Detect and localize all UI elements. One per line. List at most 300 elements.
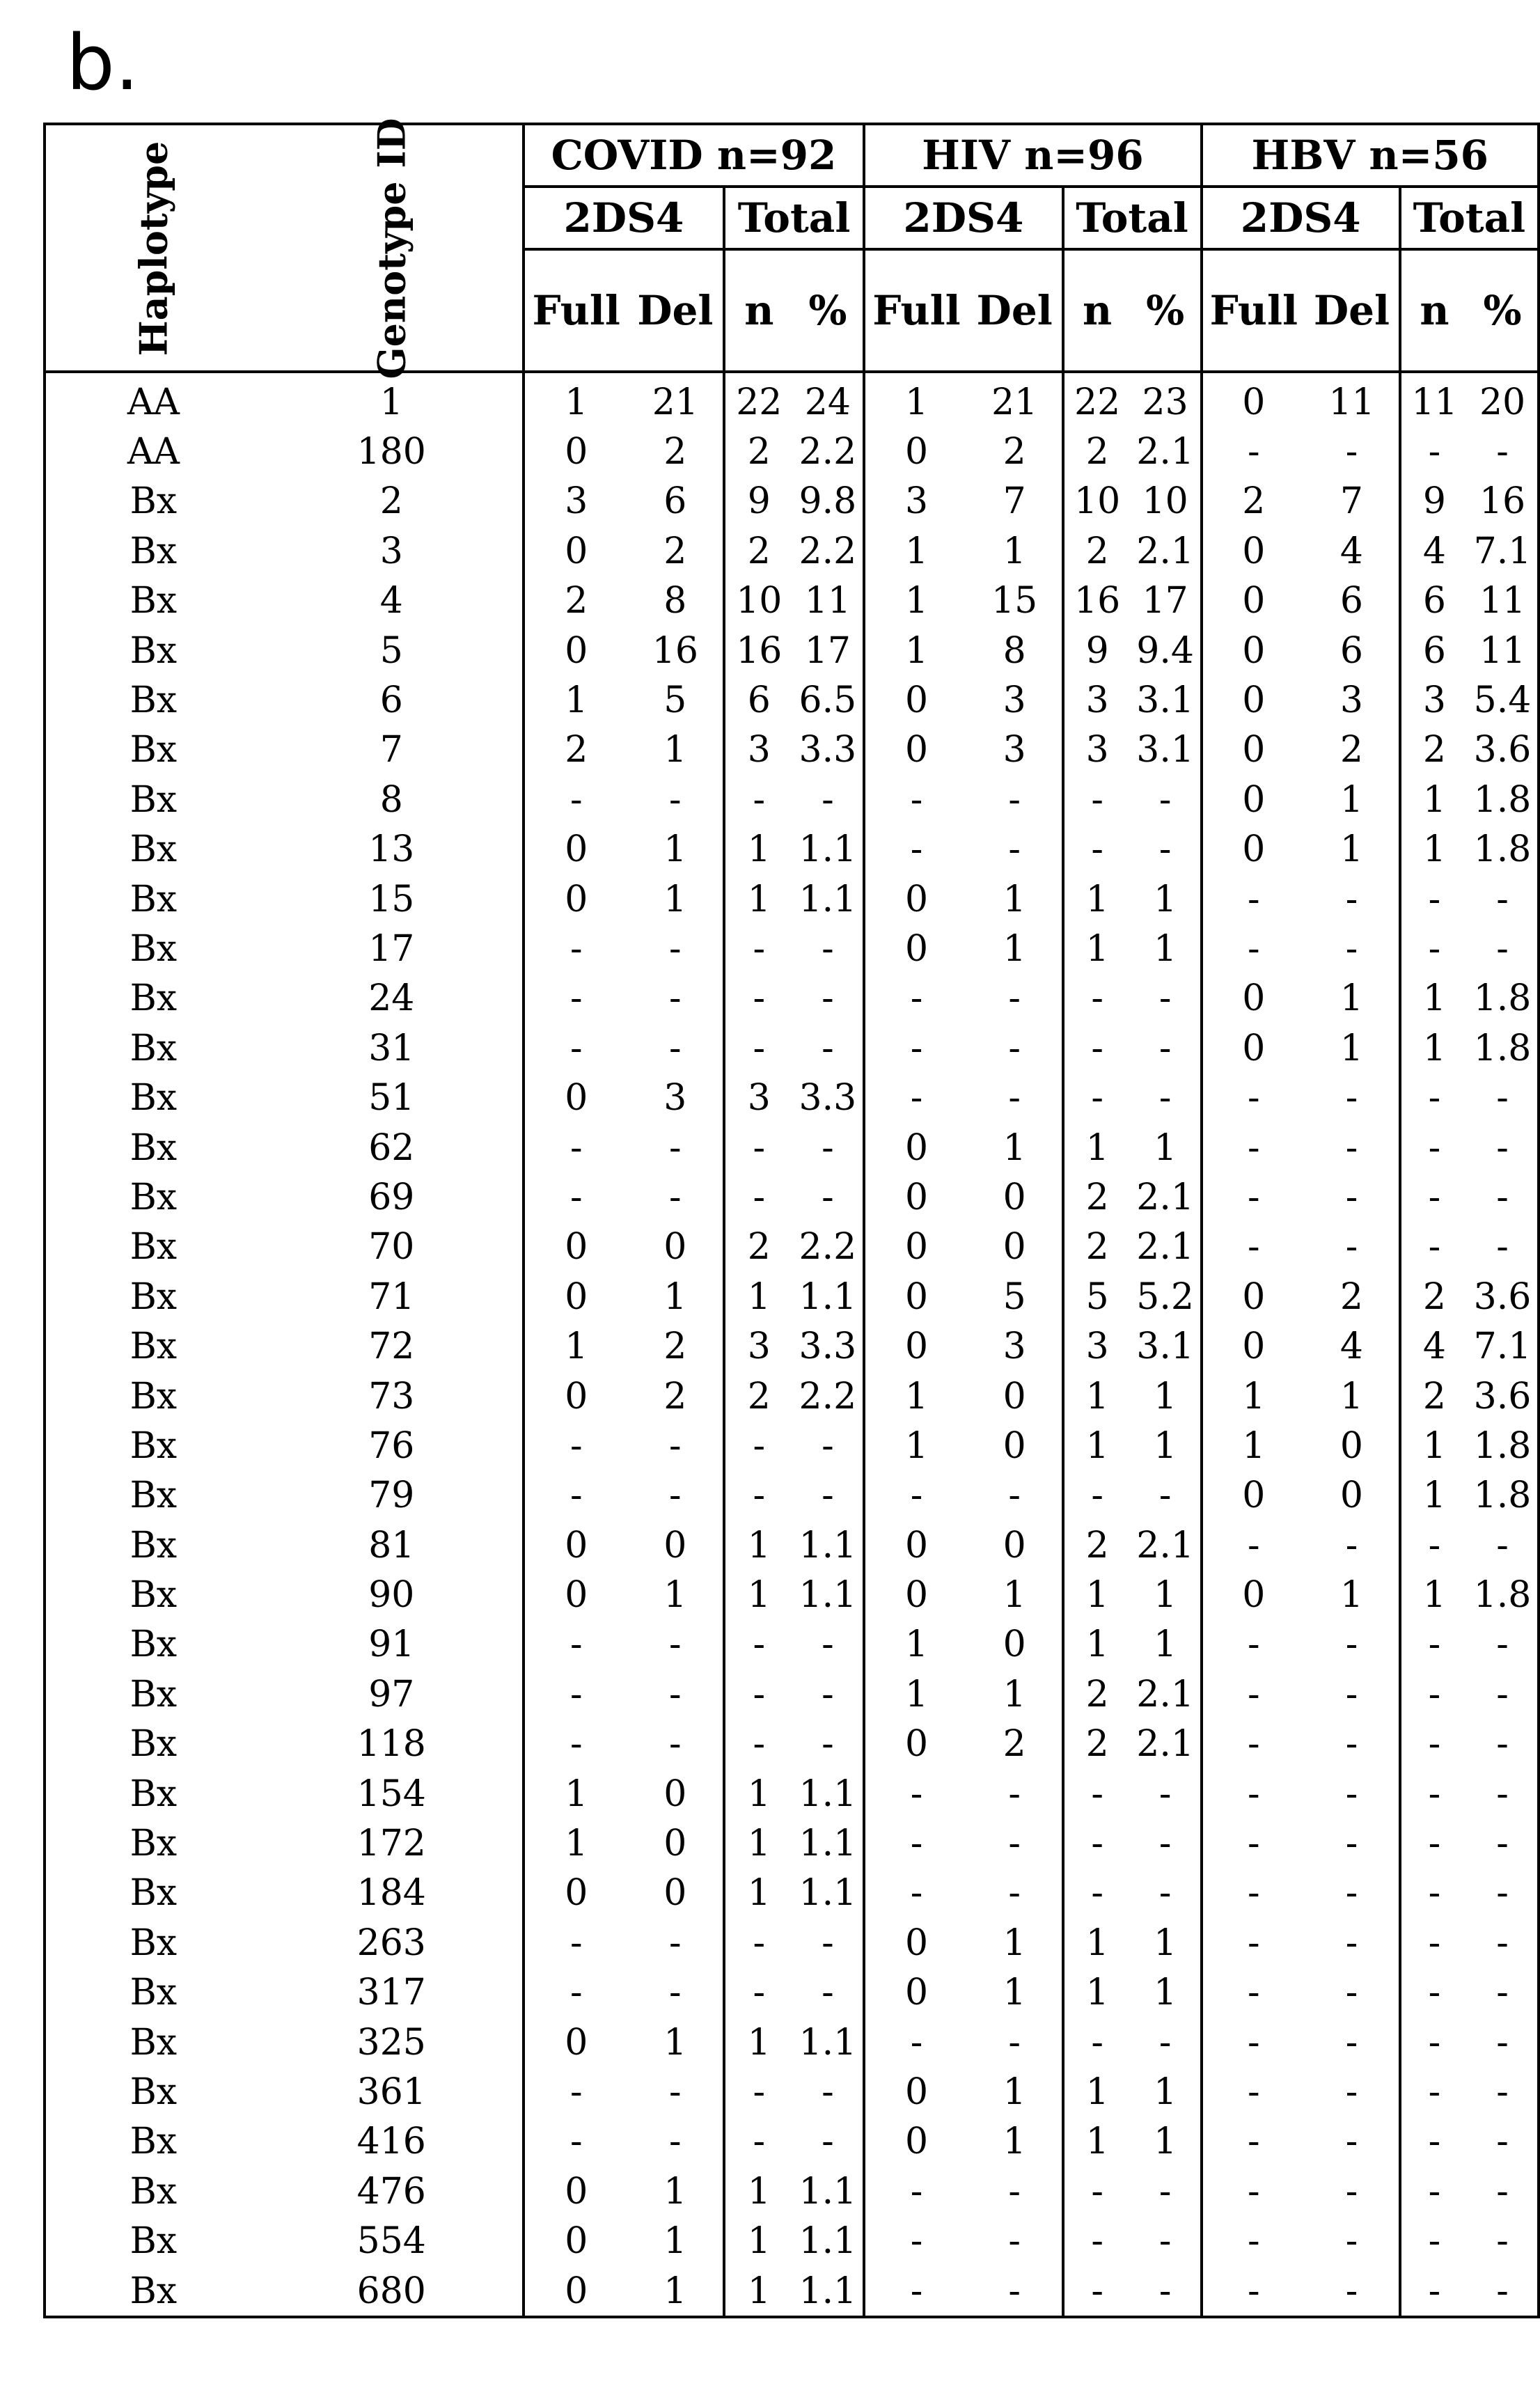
table-cell: 1.1 [799,2220,857,2263]
haplotype-cell: Bx [129,1972,178,2014]
table-cell: - [822,1624,834,1666]
table-cell: 1 [864,1421,968,1470]
table-row [45,924,1539,973]
table-cell: 1 [1339,828,1364,871]
table-cell: 1 [663,729,687,771]
table-cell: 1 [864,372,968,427]
haplotype-cell: Bx [129,2071,178,2113]
table-cell: - [1345,1922,1358,1964]
table-cell: - [864,1769,968,1819]
haplotype-cell: Bx [129,1723,178,1766]
table-cell: 1 [1003,927,1026,970]
genotype-id-cell: 7 [379,729,403,771]
table-row [45,2167,1539,2216]
table-cell: 5 [1003,1275,1026,1318]
table-cell: 0 [1003,1226,1026,1268]
table-cell: - [524,1471,628,1521]
table-cell: 0 [864,1918,968,1967]
table-cell: - [1400,1968,1468,2018]
table-cell: - [1158,2021,1172,2064]
table-cell: 1 [1063,2117,1131,2167]
haplotype-cell: Bx [129,1326,178,1368]
table-cell: - [1496,431,1509,473]
table-cell: 1 [524,675,628,725]
table-cell: - [822,2121,834,2163]
table-cell: 0 [524,874,628,924]
table-cell: - [1345,2170,1358,2213]
col-header-percent: % [1131,249,1202,372]
table-row [45,1720,1539,1769]
table-cell: - [1202,1819,1305,1868]
table-cell: 2 [1202,477,1305,526]
genotype-id-cell: 416 [356,2121,426,2163]
table-cell: - [669,1027,682,1069]
table-cell: - [1345,2220,1358,2263]
table-cell: 1 [1063,2067,1131,2116]
table-cell: - [1158,2220,1172,2263]
table-cell: - [1345,1823,1358,1865]
table-cell: 0 [864,1272,968,1321]
table-cell: 3 [1003,729,1026,771]
table-cell: 0 [663,1226,687,1268]
table-cell: - [1400,1073,1468,1122]
table-cell: 0 [1202,1272,1305,1321]
table-cell: 1 [1400,974,1468,1023]
table-cell: - [1400,2117,1468,2167]
table-cell: 3 [724,725,793,775]
table-cell: 3.3 [799,1326,857,1368]
table-row [45,775,1539,824]
table-cell: - [1345,1673,1358,1715]
table-cell: - [822,1475,834,1517]
table-row [45,1670,1539,1719]
table-cell: 1 [1400,1023,1468,1073]
table-cell: - [669,778,682,821]
table-cell: 1 [724,2018,793,2067]
haplotype-cell: Bx [129,1673,178,1715]
table-cell: - [1008,2220,1021,2263]
table-cell: 0 [1202,1471,1305,1521]
subheader-2ds4: 2DS4 [1202,187,1400,249]
haplotype-cell: AA [127,381,180,423]
table-cell: - [724,1968,793,2018]
table-row [45,1223,1539,1272]
table-cell: 3 [524,477,628,526]
table-cell: - [1063,1023,1131,1073]
genotype-id-cell: 97 [368,1673,415,1715]
haplotype-cell: Bx [129,1077,178,1120]
table-cell: 1 [724,2167,793,2216]
table-cell: - [1202,2067,1305,2116]
table-cell: 3.1 [1136,680,1194,722]
genotype-id-cell: 2 [379,480,403,523]
table-cell: - [1063,1471,1131,1521]
table-cell: - [669,1126,682,1169]
table-cell: 22 [1063,372,1131,427]
table-cell: - [1400,1720,1468,1769]
table-cell: 0 [524,526,628,576]
table-cell: 0 [864,1321,968,1371]
table-cell: 5.4 [1473,680,1532,722]
table-cell: 1.1 [799,1574,857,1617]
table-cell: 3 [724,1073,793,1122]
haplotype-cell: Bx [129,480,178,523]
table-cell: - [1063,2266,1131,2317]
table-cell: 3.1 [1136,1326,1194,1368]
haplotype-cell: Bx [129,629,178,672]
table-cell: 0 [663,1872,687,1915]
table-cell: 1 [1154,1375,1177,1417]
genotype-id-cell: 184 [356,1872,426,1915]
table-cell: 6.5 [799,680,857,722]
table-cell: 3 [1063,725,1131,775]
table-cell: - [1202,924,1305,973]
table-cell: - [1496,2220,1509,2263]
table-cell: - [1202,2216,1305,2265]
table-cell: - [1345,1176,1358,1218]
table-cell: 0 [663,1524,687,1566]
table-cell: - [1158,977,1172,1020]
table-cell: 1 [663,1275,687,1318]
haplotype-cell: Bx [129,1375,178,1417]
table-cell: 7 [1339,480,1364,523]
table-row [45,427,1539,476]
table-cell: - [822,1126,834,1169]
table-cell: 1 [864,1670,968,1719]
table-header [45,118,1539,379]
table-cell: 0 [864,1570,968,1619]
col-header-del: Del [628,249,724,372]
table-cell: - [669,1673,682,1715]
group-header-hbv: HBV n=56 [1202,124,1539,187]
haplotype-cell: Bx [129,2121,178,2163]
col-header-del: Del [1305,249,1400,372]
haplotype-cell: AA [127,431,180,473]
genotype-id-cell: 15 [368,878,415,920]
table-cell: 8 [663,580,687,622]
col-header-percent: % [1468,249,1539,372]
table-row [45,1521,1539,1570]
table-cell: - [1158,778,1172,821]
table-cell: 2 [724,1372,793,1421]
table-cell: 0 [1202,1570,1305,1619]
table-cell: 1 [724,2216,793,2265]
table-cell: - [864,2216,968,2265]
table-cell: - [1496,1922,1509,1964]
table-cell: - [1400,1123,1468,1172]
table-cell: 1.1 [799,2021,857,2064]
genotype-id-cell: 72 [368,1326,415,1368]
table-cell: 2.2 [799,1226,857,1268]
haplotype-cell: Bx [129,778,178,821]
table-cell: - [1345,1624,1358,1666]
genotype-id-cell: 79 [368,1475,415,1517]
table-cell: 1 [1339,1375,1364,1417]
table-cell: 1 [724,874,793,924]
table-cell: 0 [864,1223,968,1272]
table-cell: 10 [1142,480,1188,523]
table-cell: 3.1 [1136,729,1194,771]
table-cell: - [822,778,834,821]
table-cell: - [1202,2167,1305,2216]
table-cell: - [1158,1773,1172,1815]
table-cell: 2 [1063,1521,1131,1570]
table-cell: 0 [1202,1023,1305,1073]
table-cell: 3.6 [1473,729,1532,771]
table-cell: - [1345,878,1358,920]
table-cell: - [1400,1670,1468,1719]
table-cell: - [524,775,628,824]
col-header-full: Full [1202,249,1305,372]
subheader-total: Total [724,187,864,249]
subheader-total: Total [1400,187,1539,249]
table-cell: 0 [1202,974,1305,1023]
table-cell: 11 [1479,580,1526,622]
table-cell: 0 [1003,1176,1026,1218]
table-cell: 0 [524,2018,628,2067]
table-cell: 1 [1003,878,1026,920]
haplotype-genotype-table [43,118,1540,2318]
table-cell: - [1158,828,1172,871]
table-cell: 9 [724,477,793,526]
table-row [45,1272,1539,1321]
table-cell: 1 [1202,1421,1305,1470]
table-cell: - [724,1670,793,1719]
haplotype-cell: Bx [129,1275,178,1318]
table-cell: - [724,924,793,973]
table-cell: 1.8 [1473,1027,1532,1069]
subheader-2ds4: 2DS4 [524,187,724,249]
table-cell: 1 [1154,2071,1177,2113]
table-cell: - [1202,1073,1305,1122]
table-cell: 3 [724,1321,793,1371]
table-cell: 4 [1400,526,1468,576]
table-cell: 1 [1154,1424,1177,1467]
table-cell: - [1400,1223,1468,1272]
table-cell: 1 [1063,874,1131,924]
table-cell: 1 [1154,1972,1177,2014]
col-header-full: Full [864,249,968,372]
table-cell: - [1202,2018,1305,2067]
table-cell: 1 [524,1769,628,1819]
table-cell: - [1345,2270,1358,2312]
table-cell: 1 [1154,1574,1177,1617]
table-cell: 0 [1003,1375,1026,1417]
table-cell: - [1063,1769,1131,1819]
table-cell: 1 [1063,1570,1131,1619]
table-cell: 20 [1479,381,1526,423]
table-cell: 3 [663,1077,687,1120]
col-header-del: Del [968,249,1063,372]
table-cell: - [1496,1624,1509,1666]
table-cell: - [1008,2270,1021,2312]
table-cell: 5 [1063,1272,1131,1321]
table-cell: 1 [1154,878,1177,920]
genotype-id-cell: 680 [356,2270,426,2312]
table-cell: 1 [663,878,687,920]
table-cell: 0 [524,1570,628,1619]
table-cell: - [524,1670,628,1719]
table-cell: 0 [524,427,628,476]
haplotype-cell: Bx [129,1226,178,1268]
table-cell: 0 [1003,1524,1026,1566]
table-cell: - [1008,1027,1021,1069]
group-header-hiv: HIV n=96 [864,124,1201,187]
table-cell: 4 [1400,1321,1468,1371]
table-cell: 2 [1063,526,1131,576]
table-cell: 0 [524,2216,628,2265]
table-cell: 1 [1400,1421,1468,1470]
table-cell: 1.8 [1473,828,1532,871]
table-cell: 1 [1063,1968,1131,2018]
table-cell: 1.1 [799,2170,857,2213]
table-cell: - [1400,924,1468,973]
col-header-n: n [724,249,793,372]
genotype-id-cell: 5 [379,629,403,672]
table-cell: 2 [1063,1223,1131,1272]
table-cell: 2.1 [1136,1226,1194,1268]
col-header-n: n [1063,249,1131,372]
table-cell: 1 [1154,1922,1177,1964]
table-cell: - [724,2067,793,2116]
table-cell: 1 [1400,825,1468,874]
table-cell: 2 [724,1223,793,1272]
table-cell: 10 [724,576,793,626]
table-row [45,2266,1539,2317]
table-row [45,2067,1539,2116]
table-cell: - [669,2121,682,2163]
table-cell: 1 [1400,1471,1468,1521]
table-cell: 9.8 [799,480,857,523]
haplotype-cell: Bx [129,1126,178,1169]
table-cell: 1.8 [1473,1475,1532,1517]
table-cell: 0 [864,2117,968,2167]
table-cell: 0 [864,675,968,725]
table-cell: - [524,2067,628,2116]
table-row [45,2216,1539,2265]
haplotype-cell: Bx [129,1922,178,1964]
table-cell: - [1063,1869,1131,1918]
table-cell: 0 [1202,725,1305,775]
genotype-id-cell: 361 [356,2071,426,2113]
table-cell: 1.8 [1473,778,1532,821]
group-header-covid: COVID n=92 [524,124,864,187]
table-cell: 6 [1339,580,1364,622]
genotype-id-cell: 154 [356,1773,426,1815]
table-cell: - [1008,1773,1021,1815]
haplotype-cell: Bx [129,2270,178,2312]
table-cell: - [1063,974,1131,1023]
table-cell: 9.4 [1136,629,1194,672]
genotype-id-cell: 317 [356,1972,426,2014]
table-cell: 1 [1003,1922,1026,1964]
table-cell: - [864,974,968,1023]
subheader-total: Total [1063,187,1202,249]
table-cell: 1 [1400,1570,1468,1619]
table-cell: 2 [1003,431,1026,473]
table-cell: - [1063,775,1131,824]
genotype-id-cell: 71 [368,1275,415,1318]
table-cell: 1 [1003,2071,1026,2113]
table-cell: 0 [1202,372,1305,427]
table-cell: - [1400,2216,1468,2265]
table-cell: 1 [864,626,968,675]
table-cell: 1 [524,1321,628,1371]
table-cell: 16 [652,629,698,672]
table-cell: 3.6 [1473,1275,1532,1318]
table-cell: 1 [1339,977,1364,1020]
table-cell: 0 [524,825,628,874]
table-cell: - [524,1720,628,1769]
table-cell: 0 [864,1720,968,1769]
table-cell: - [1400,2167,1468,2216]
genotype-id-cell: 8 [379,778,403,821]
table-row [45,2117,1539,2167]
table-cell: - [864,1869,968,1918]
table-cell: - [822,1424,834,1467]
table-cell: - [1345,927,1358,970]
table-cell: - [1202,1620,1305,1670]
table-cell: - [1202,1521,1305,1570]
table-cell: - [1496,2270,1509,2312]
table-cell: 2 [1400,725,1468,775]
table-cell: - [822,1176,834,1218]
table-row [45,2018,1539,2067]
table-row [45,372,1539,427]
table-cell: 2 [524,725,628,775]
table-cell: 1 [724,1570,793,1619]
table-cell: 1 [1003,1972,1026,2014]
table-cell: 10 [1063,477,1131,526]
table-cell: - [724,1918,793,1967]
table-cell: 7.1 [1473,530,1532,572]
col-header-full: Full [524,249,628,372]
table-cell: 0 [524,1272,628,1321]
table-cell: 5 [663,680,687,722]
table-cell: 1 [663,1574,687,1617]
table-cell: 0 [524,2266,628,2317]
table-cell: 0 [663,1773,687,1815]
table-cell: 0 [1339,1424,1364,1467]
table-cell: - [1008,828,1021,871]
table-cell: 8 [1003,629,1026,672]
table-cell: 1 [1154,927,1177,970]
genotype-id-cell: 31 [368,1027,415,1069]
table-cell: 1 [1063,1123,1131,1172]
genotype-id-cell: 81 [368,1524,415,1566]
table-cell: - [1202,1769,1305,1819]
table-cell: - [1008,1823,1021,1865]
table-cell: 0 [524,1372,628,1421]
table-cell: 11 [1400,372,1468,427]
table-cell: 1 [724,1869,793,1918]
table-cell: 23 [1142,381,1188,423]
table-cell: - [1008,1475,1021,1517]
table-cell: - [1400,2067,1468,2116]
table-cell: 0 [864,924,968,973]
table-cell: 3 [1063,675,1131,725]
table-row [45,874,1539,924]
table-cell: - [1345,1773,1358,1815]
table-cell: - [864,775,968,824]
table-cell: 1 [1339,1027,1364,1069]
table-cell: 6 [1400,576,1468,626]
table-row [45,1869,1539,1918]
table-cell: - [822,1673,834,1715]
haplotype-cell: Bx [129,1624,178,1666]
table-cell: - [1345,1723,1358,1766]
table-cell: - [1400,1620,1468,1670]
